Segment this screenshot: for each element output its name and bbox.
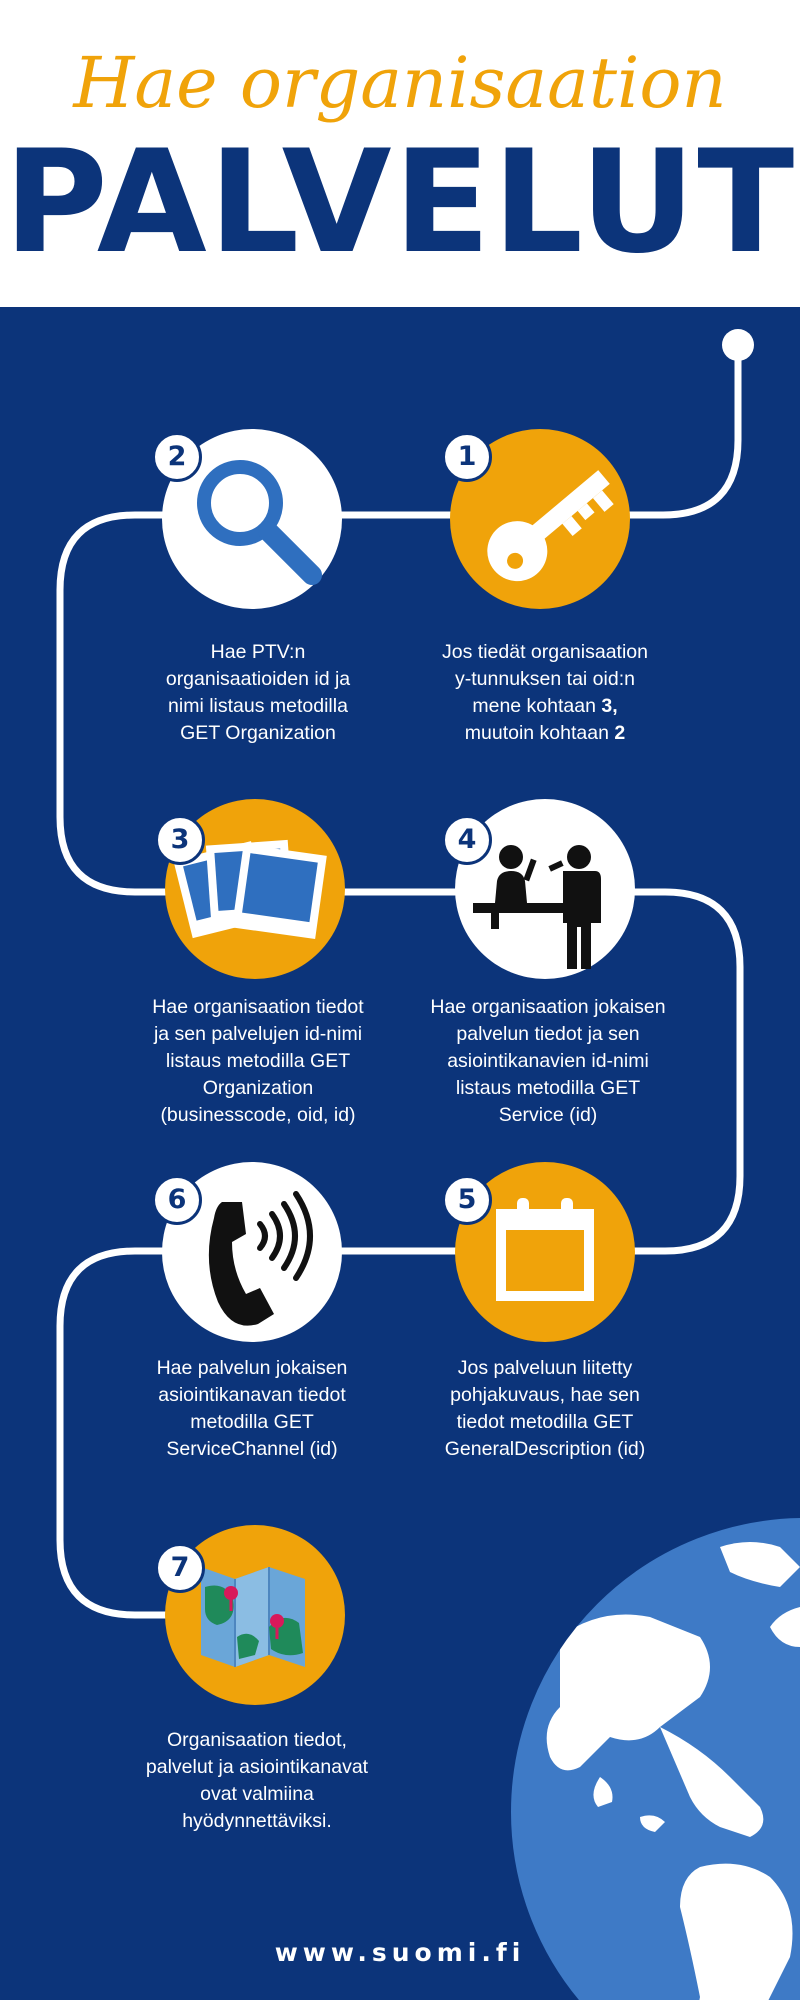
step-2-description: Hae PTV:n organisaatioiden id ja nimi listaus metodilla GET Organization <box>165 641 351 744</box>
step-5-badge: 5 <box>442 1175 492 1225</box>
step-1-description: Jos tiedät organisaation y-tunnuksen tai oid:n mene kohtaan 3, muutoin kohtaan 2 <box>442 641 648 744</box>
step-5-description: Jos palveluun liitetty pohjakuvaus, hae sen tiedot metodilla GET GeneralDescription (id) <box>444 1357 646 1460</box>
step-4-badge: 4 <box>442 815 492 865</box>
step-1-badge: 1 <box>442 432 492 482</box>
step-7-description: Organisaation tiedot, palvelut ja asiointikanavat ovat valmiina hyödynnettäviksi. <box>145 1729 369 1832</box>
page-title: PALVELUT <box>3 120 797 285</box>
step-7-badge: 7 <box>155 1543 205 1593</box>
step-2-badge: 2 <box>152 432 202 482</box>
step-6-description: Hae palvelun jokaisen asiointikanavan tiedot metodilla GET ServiceChannel (id) <box>156 1357 348 1460</box>
footer-url[interactable]: www.suomi.fi <box>274 1938 526 1967</box>
steps-panel <box>0 307 800 2000</box>
step-4-description: Hae organisaation jokaisen palvelun tiedot ja sen asiointikanavien id-nimi listaus metodilla GET Service (id) <box>430 996 666 1126</box>
step-3-description: Hae organisaation tiedot ja sen palvelujen id-nimi listaus metodilla GET Organization (businesscode, oid, id) <box>152 996 364 1126</box>
header <box>0 0 800 307</box>
step-6-badge: 6 <box>152 1175 202 1225</box>
step-3-badge: 3 <box>155 815 205 865</box>
subtitle: Hae organisaation <box>73 42 727 124</box>
